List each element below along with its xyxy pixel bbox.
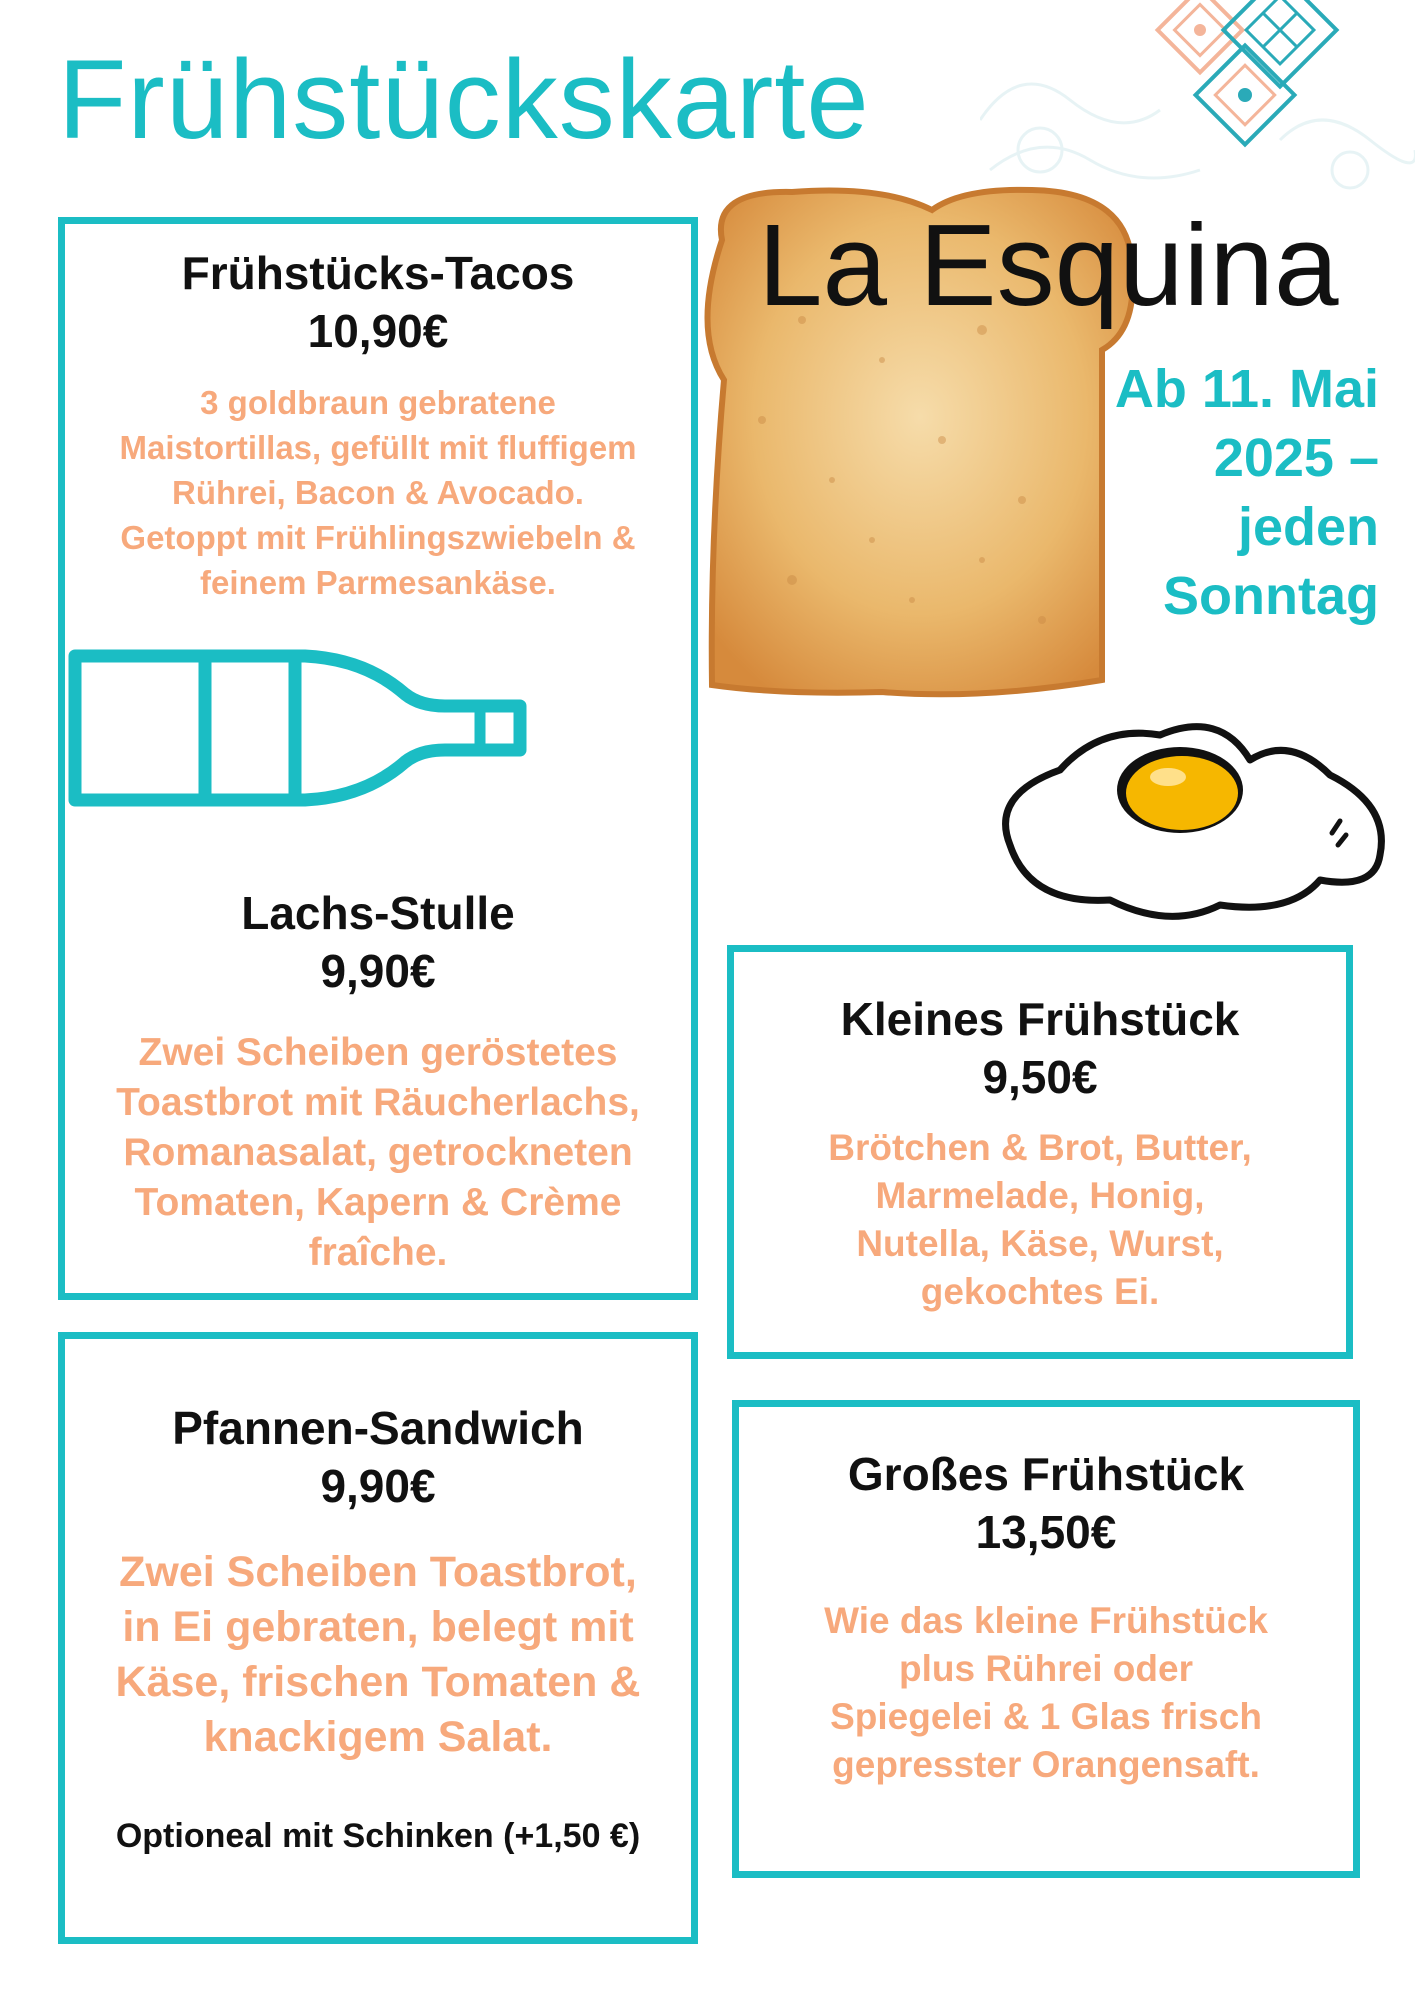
item-name: Kleines Frühstück: [840, 993, 1240, 1045]
item-option-note: Optioneal mit Schinken (+1,50 €): [115, 1817, 641, 1855]
date-line: Ab 11. Mai: [1114, 359, 1379, 419]
item-price: 13,50€: [975, 1506, 1117, 1558]
menu-box-grosses-fruehstueck: [732, 1400, 1360, 1878]
menu-item-tacos: [65, 244, 691, 605]
item-name: Frühstücks-Tacos: [181, 247, 575, 299]
fried-egg-illustration: [990, 715, 1390, 930]
item-name: Pfannen-Sandwich: [172, 1402, 584, 1454]
date-line: Sonntag: [1163, 566, 1379, 626]
item-description: 3 goldbraun gebratene Maistortillas, gefüllt mit fluffigem Rührei, Bacon & Avocado. Getoppt mit Frühlingszwiebeln & feinem Parmesankäse.: [119, 384, 637, 601]
item-name: Lachs-Stulle: [241, 887, 515, 939]
item-description: Zwei Scheiben geröstetes Toastbrot mit Räucherlachs, Romanasalat, getrockneten Tomaten, Kapern & Crème fraîche.: [116, 1031, 640, 1274]
menu-item-kleines-fruehstueck: [734, 990, 1346, 1316]
item-price: 9,50€: [982, 1051, 1098, 1103]
restaurant-name: La Esquina: [758, 200, 1339, 330]
date-line: jeden: [1237, 497, 1379, 557]
menu-item-lachs-stulle: [65, 884, 691, 1278]
menu-item-pfannen-sandwich: [65, 1399, 691, 1856]
item-description: Brötchen & Brot, Butter, Marmelade, Honig, Nutella, Käse, Wurst, gekochtes Ei.: [828, 1127, 1252, 1312]
date-info: [1049, 355, 1379, 631]
menu-box-tacos-lachs: [58, 217, 698, 1300]
page-title: Frühstückskarte: [58, 37, 870, 162]
menu-box-pfannen-sandwich: [58, 1332, 698, 1944]
tile-ornament: [980, 0, 1415, 190]
item-name: Großes Frühstück: [847, 1448, 1245, 1500]
item-price: 9,90€: [320, 945, 436, 997]
bottle-icon: [65, 634, 535, 824]
menu-item-grosses-fruehstueck: [739, 1445, 1353, 1789]
date-line: 2025 –: [1213, 428, 1379, 488]
item-price: 10,90€: [307, 305, 449, 357]
menu-box-kleines-fruehstueck: [727, 945, 1353, 1359]
item-description: Zwei Scheiben Toastbrot, in Ei gebraten, belegt mit Käse, frischen Tomaten & knackigem Salat.: [115, 1548, 641, 1761]
item-description: Wie das kleine Frühstück plus Rührei oder Spiegelei & 1 Glas frisch gepresster Orangensaft.: [824, 1600, 1268, 1785]
item-price: 9,90€: [320, 1460, 436, 1512]
